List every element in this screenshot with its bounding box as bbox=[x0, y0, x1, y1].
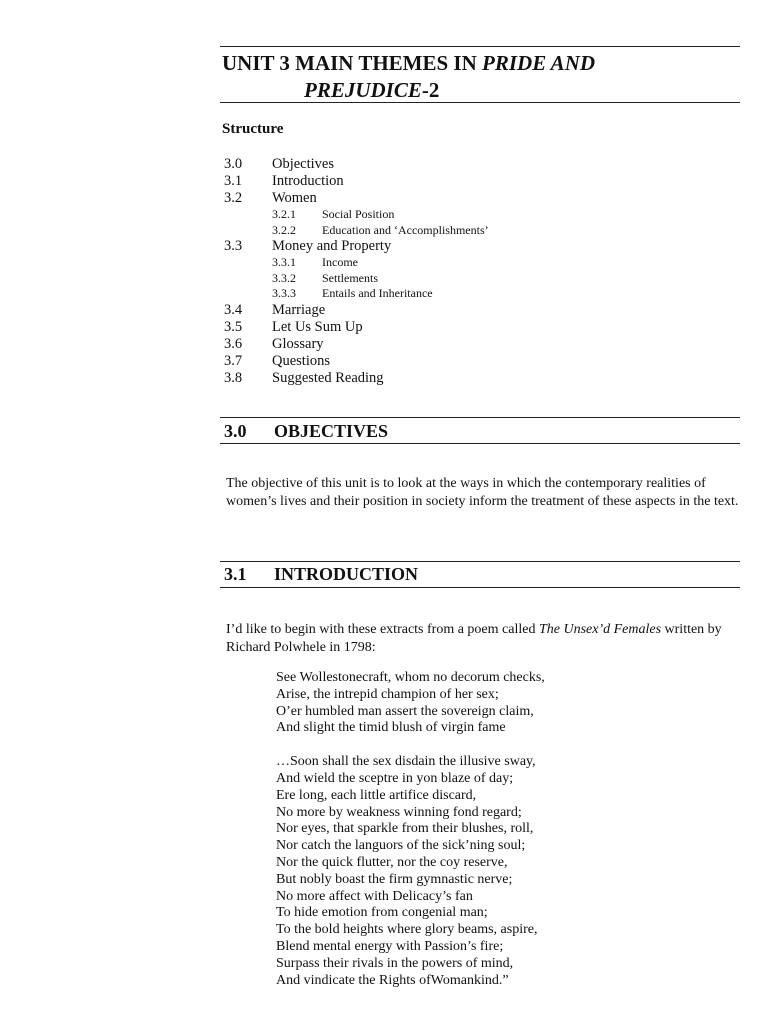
toc-entry bbox=[224, 223, 724, 239]
toc-entry-label: Glossary bbox=[272, 335, 324, 352]
toc-entry-label: Income bbox=[322, 255, 358, 269]
poem-line: Blend mental energy with Passion’s fire; bbox=[276, 938, 504, 954]
poem-line: Surpass their rivals in the powers of mind, bbox=[276, 955, 514, 971]
introduction-title: INTRODUCTION bbox=[274, 564, 419, 584]
poem-line: And wield the sceptre in yon blaze of day; bbox=[276, 770, 514, 786]
toc-entry-number: 3.3.1 bbox=[272, 255, 296, 269]
toc-entry-number: 3.3 bbox=[224, 238, 243, 254]
introduction-bottom-rule bbox=[220, 587, 740, 588]
unit-title-italic: PRIDE AND bbox=[482, 51, 596, 75]
title-bottom-rule bbox=[220, 102, 740, 103]
toc-entry-label: Money and Property bbox=[272, 238, 392, 254]
toc-entry bbox=[224, 255, 724, 271]
toc-entry-number: 3.8 bbox=[224, 369, 243, 386]
top-rule bbox=[220, 46, 740, 47]
poem-line: Nor eyes, that sparkle from their blushes, roll, bbox=[276, 821, 534, 837]
unit-title-line2-suffix: -2 bbox=[421, 78, 440, 102]
table-of-contents bbox=[224, 156, 724, 387]
intro-text-before: I’d like to begin with these extracts from a poem called bbox=[226, 622, 539, 637]
toc-entry-number: 3.0 bbox=[224, 156, 243, 172]
introduction-number: 3.1 bbox=[224, 564, 247, 584]
toc-entry-number: 3.3.3 bbox=[272, 286, 296, 300]
toc-entry bbox=[224, 353, 724, 370]
toc-entry bbox=[224, 173, 724, 190]
toc-entry-label: Women bbox=[272, 190, 317, 206]
intro-text-after: written by Richard Polwhele in 1798: bbox=[226, 622, 722, 655]
poem-line: See Wollestonecraft, whom no decorum checks, bbox=[276, 670, 545, 685]
toc-entry-label: Social Position bbox=[322, 207, 395, 221]
toc-entry-label: Let Us Sum Up bbox=[272, 318, 363, 335]
poem-line: No more by weakness winning fond regard; bbox=[276, 804, 522, 820]
toc-entry-number: 3.7 bbox=[224, 352, 243, 369]
poem-line: To the bold heights where glory beams, aspire, bbox=[276, 922, 538, 938]
toc-entry bbox=[224, 336, 724, 353]
unit-title-line2-italic: PREJUDICE bbox=[304, 78, 422, 102]
toc-entry-number: 3.4 bbox=[224, 301, 243, 318]
toc-entry bbox=[224, 370, 724, 387]
introduction-paragraph bbox=[226, 621, 746, 657]
toc-entry-number: 3.2.2 bbox=[272, 222, 296, 237]
toc-entry-label: Settlements bbox=[322, 270, 378, 285]
objectives-number: 3.0 bbox=[224, 421, 247, 441]
objectives-paragraph: The objective of this unit is to look at the ways in which the contemporary realities of women’s lives and their position in society inform the treatment of these aspects in the text. bbox=[226, 476, 739, 509]
objectives-title: OBJECTIVES bbox=[274, 421, 389, 441]
poem-line: O’er humbled man assert the sovereign claim, bbox=[276, 703, 534, 719]
poem-line: And slight the timid blush of virgin fame bbox=[276, 720, 506, 736]
toc-entry-number: 3.5 bbox=[224, 318, 243, 335]
objectives-top-rule bbox=[220, 417, 740, 418]
poem-title: The Unsex’d Females bbox=[538, 622, 662, 637]
toc-entry bbox=[224, 207, 724, 223]
poem-line: To hide emotion from congenial man; bbox=[276, 905, 488, 921]
objectives-bottom-rule bbox=[220, 443, 740, 444]
toc-entry bbox=[224, 286, 724, 302]
toc-entry-label: Entails and Inheritance bbox=[322, 286, 433, 300]
structure-heading: Structure bbox=[222, 121, 284, 137]
toc-entry-number: 3.1 bbox=[224, 173, 243, 189]
introduction-top-rule bbox=[220, 561, 740, 562]
toc-entry bbox=[224, 271, 724, 287]
toc-entry-number: 3.2.1 bbox=[272, 207, 296, 221]
toc-entry-label: Objectives bbox=[272, 156, 335, 172]
toc-entry-label: Marriage bbox=[272, 301, 326, 318]
toc-entry-label: Suggested Reading bbox=[272, 369, 384, 386]
unit-title bbox=[222, 50, 595, 104]
poem-line: Nor catch the languors of the sick’ning soul; bbox=[276, 838, 526, 854]
toc-entry bbox=[224, 156, 724, 173]
toc-entry-label: Introduction bbox=[272, 173, 344, 189]
toc-entry-label: Education and ‘Accomplishments’ bbox=[322, 222, 489, 237]
unit-title-prefix: UNIT 3 MAIN THEMES IN bbox=[222, 51, 483, 75]
poem-line: Nor the quick flutter, nor the coy reserve, bbox=[276, 854, 508, 870]
poem-line: …Soon shall the sex disdain the illusive sway, bbox=[276, 754, 536, 770]
objectives-heading bbox=[224, 421, 388, 442]
introduction-heading bbox=[224, 564, 418, 585]
poem-line: Ere long, each little artifice discard, bbox=[276, 787, 477, 803]
toc-entry-label: Questions bbox=[272, 352, 330, 369]
toc-entry-number: 3.2 bbox=[224, 190, 243, 206]
toc-entry bbox=[224, 190, 724, 207]
toc-entry bbox=[224, 238, 724, 255]
stanza-break bbox=[276, 737, 716, 754]
poem-extract bbox=[276, 670, 716, 989]
toc-entry bbox=[224, 319, 724, 336]
poem-line: But nobly boast the firm gymnastic nerve; bbox=[276, 871, 513, 887]
poem-line: And vindicate the Rights ofWomankind.” bbox=[276, 972, 509, 988]
toc-entry-number: 3.6 bbox=[224, 335, 243, 352]
poem-line: Arise, the intrepid champion of her sex; bbox=[276, 686, 499, 702]
toc-entry bbox=[224, 302, 724, 319]
poem-line: No more affect with Delicacy’s fan bbox=[276, 888, 473, 904]
toc-entry-number: 3.3.2 bbox=[272, 270, 296, 285]
